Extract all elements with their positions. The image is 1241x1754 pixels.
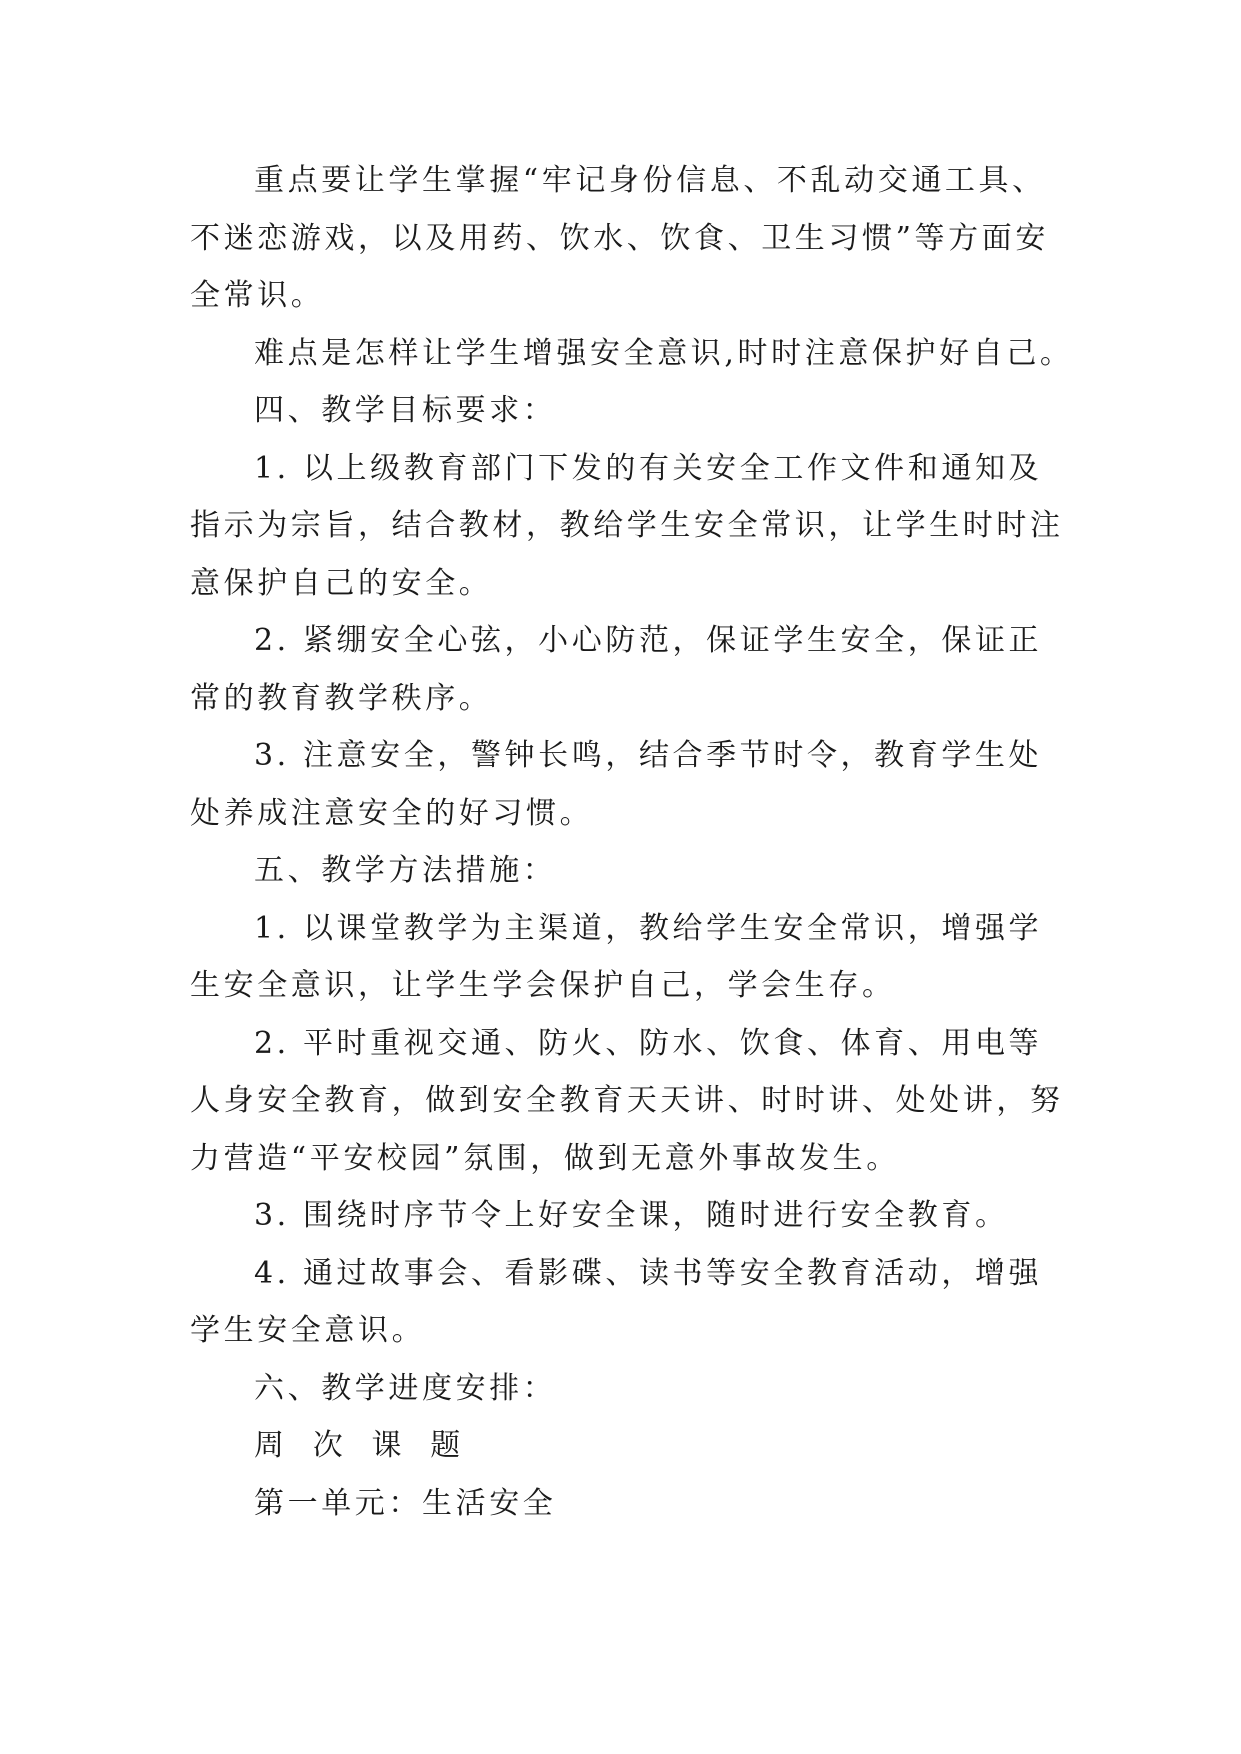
document-body xyxy=(190,152,1074,1532)
goal-2-line-1: 2. 紧绷安全心弦，小心防范，保证学生安全，保证正 xyxy=(254,623,1043,658)
section-heading-methods: 五、教学方法措施： xyxy=(254,853,557,888)
goal-1-line-3: 意保护自己的安全。 xyxy=(190,565,493,601)
section-heading-goals: 四、教学目标要求： xyxy=(254,393,557,428)
section-heading-schedule: 六、教学进度安排： xyxy=(254,1370,557,1406)
method-2-line-1: 2. 平时重视交通、防火、防水、饮食、体育、用电等 xyxy=(254,1025,1043,1061)
goal-3-line-1: 3. 注意安全，警钟长鸣，结合季节时令，教育学生处 xyxy=(254,738,1043,773)
unit-1-title: 第一单元：生活安全 xyxy=(254,1485,557,1521)
paragraph-difficulty: 难点是怎样让学生增强安全意识,时时注意保护好自己。 xyxy=(254,335,1074,371)
schedule-table-header: 周 次 课 题 xyxy=(254,1428,464,1463)
goal-1-line-1: 1. 以上级教育部门下发的有关安全工作文件和通知及 xyxy=(254,450,1043,486)
method-4-line-1: 4. 通过故事会、看影碟、读书等安全教育活动，增强 xyxy=(254,1255,1043,1291)
method-1-line-1: 1. 以课堂教学为主渠道，教给学生安全常识，增强学 xyxy=(254,910,1043,946)
goal-2-line-2: 常的教育教学秩序。 xyxy=(190,680,493,716)
method-2-line-2: 人身安全教育，做到安全教育天天讲、时时讲、处处讲，努 xyxy=(190,1083,1064,1118)
goal-3-line-2: 处养成注意安全的好习惯。 xyxy=(190,795,594,831)
goal-1-line-2: 指示为宗旨，结合教材，教给学生安全常识，让学生时时注 xyxy=(190,508,1064,543)
paragraph-key-points-line-1: 重点要让学生掌握“牢记身份信息、不乱动交通工具、 xyxy=(254,163,1046,198)
paragraph-key-points-line-3: 全常识。 xyxy=(190,278,325,313)
method-2-line-3: 力营造“平安校园”氛围，做到无意外事故发生。 xyxy=(190,1140,900,1176)
paragraph-key-points-line-2: 不迷恋游戏，以及用药、饮水、饮食、卫生习惯”等方面安 xyxy=(190,220,1049,256)
method-1-line-2: 生安全意识，让学生学会保护自己，学会生存。 xyxy=(190,968,896,1003)
method-4-line-2: 学生安全意识。 xyxy=(190,1313,426,1348)
method-3: 3. 围绕时序节令上好安全课，随时进行安全教育。 xyxy=(254,1198,1009,1233)
